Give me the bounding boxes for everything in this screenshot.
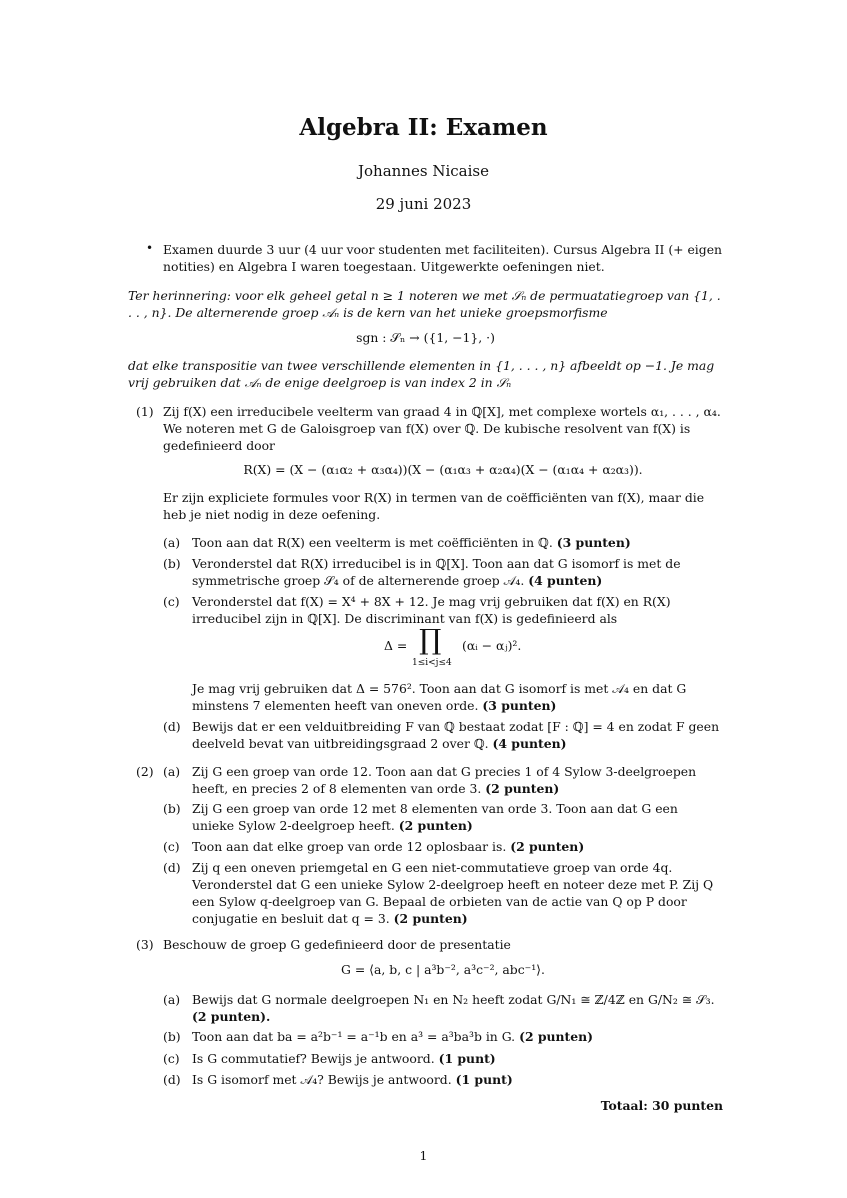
question-1-text-2: Er zijn expliciete formules voor R(X) in termen van de coëfficiënten van f(X), maar die heb je niet nodig in deze oefening.: [163, 490, 705, 522]
q1-part-a: Toon aan dat R(X) een veelterm is met coëfficiënten in ℚ. (3 punten): [192, 535, 631, 550]
q3-part-c: Is G commutatief? Bewijs je antwoord. (1 punt): [192, 1051, 496, 1066]
points: (2 punten): [510, 839, 585, 854]
presentation-formula: G = ⟨a, b, c | a³b⁻², a³c⁻², abc⁻¹⟩.: [341, 962, 545, 977]
author: Johannes Nicaise: [358, 162, 489, 180]
q1-part-d-label: (d): [163, 719, 181, 734]
q1-part-c-continued: Je mag vrij gebruiken dat Δ = 576². Toon aan dat G isomorf is met 𝒜₄ en dat G minstens 7 elementen heeft van oneven orde. (3 punten): [192, 681, 687, 713]
points: (2 punten): [398, 818, 473, 833]
exam-title: Algebra II: Examen: [299, 114, 548, 141]
q1-part-b: Veronderstel dat R(X) irreducibel is in ℚ[X]. Toon aan dat G isomorf is met de symmetrische groep 𝒮₄ of de alternerende groep 𝒜₄. (4 punten): [192, 556, 681, 588]
q2-part-c-label: (c): [163, 839, 180, 854]
q2-part-a-label: (a): [163, 764, 181, 779]
q1-part-b-label: (b): [163, 556, 181, 571]
points: (3 punten): [556, 535, 631, 550]
points: (4 punten): [492, 736, 567, 751]
points: (1 punt): [438, 1051, 496, 1066]
q3-part-a-label: (a): [163, 992, 181, 1007]
q1-part-c: Veronderstel dat f(X) = X⁴ + 8X + 12. Je mag vrij gebruiken dat f(X) en R(X) irreducibel zijn in ℚ[X]. De discriminant van f(X) is gedefinieerd als: [192, 594, 671, 626]
product-range: 1≤i<j≤4: [412, 658, 452, 668]
sgn-formula: sgn : 𝒮ₙ → ({1, −1}, ·): [356, 330, 495, 345]
points: (2 punten): [485, 781, 560, 796]
discriminant-lhs: Δ =: [384, 638, 408, 653]
points: (4 punten): [528, 573, 603, 588]
points: (2 punten).: [192, 1009, 271, 1024]
question-3-label: (3): [136, 937, 154, 952]
resolvent-formula: R(X) = (X − (α₁α₂ + α₃α₄))(X − (α₁α₃ + α₂α₄)(X − (α₁α₄ + α₂α₃)).: [243, 462, 643, 477]
q3-part-d-label: (d): [163, 1072, 181, 1087]
intro-bullet-text: Examen duurde 3 uur (4 uur voor studenten met faciliteiten). Cursus Algebra II (+ eigen notities) en Algebra I waren toegestaan. Uitgewerkte oefeningen niet.: [163, 242, 723, 274]
points: (3 punten): [482, 698, 557, 713]
q2-part-d: Zij q een oneven priemgetal en G een niet-commutatieve groep van orde 4q. Veronderstel dat G een unieke Sylow 2-deelgroep heeft en noteer deze met P. Zij Q een Sylow q-deelgroep van G. Bepaal de orbieten van de actie van Q op P door conjugatie en besluit dat q = 3. (2 punten): [192, 860, 714, 926]
q3-part-d: Is G isomorf met 𝒜₄? Bewijs je antwoord. (1 punt): [192, 1072, 513, 1087]
exam-date: 29 juni 2023: [375, 195, 472, 213]
question-1-label: (1): [136, 404, 154, 419]
question-3-text: Beschouw de groep G gedefinieerd door de presentatie: [163, 937, 511, 952]
product-symbol: ∏: [419, 623, 442, 656]
q3-part-c-label: (c): [163, 1051, 180, 1066]
points: (1 punt): [455, 1072, 513, 1087]
q2-part-b: Zij G een groep van orde 12 met 8 elementen van orde 3. Toon aan dat G een unieke Sylow 2-deelgroep heeft. (2 punten): [192, 801, 678, 833]
q2-part-b-label: (b): [163, 801, 181, 816]
q2-part-d-label: (d): [163, 860, 181, 875]
discriminant-rhs: (αᵢ − αⱼ)².: [462, 638, 522, 653]
q3-part-a: Bewijs dat G normale deelgroepen N₁ en N₂ heeft zodat G/N₁ ≅ ℤ/4ℤ en G/N₂ ≅ 𝒮₃. (2 punten).: [192, 992, 715, 1024]
q3-part-b-label: (b): [163, 1029, 181, 1044]
q3-part-b: Toon aan dat ba = a²b⁻¹ = a⁻¹b en a³ = a³ba³b in G. (2 punten): [192, 1029, 594, 1044]
bullet-icon: •: [146, 241, 154, 255]
q2-part-c: Toon aan dat elke groep van orde 12 oplosbaar is. (2 punten): [192, 839, 585, 854]
question-2-label: (2): [136, 764, 154, 779]
reminder-text-2: dat elke transpositie van twee verschillende elementen in {1, . . . , n} afbeeldt op −1. Je mag vrij gebruiken dat 𝒜ₙ de enige deelgroep is van index 2 in 𝒮ₙ: [128, 358, 715, 390]
total-points: Totaal: 30 punten: [600, 1098, 723, 1113]
page-number: 1: [419, 1148, 428, 1163]
points: (2 punten): [519, 1029, 594, 1044]
q1-part-d: Bewijs dat er een velduitbreiding F van ℚ bestaat zodat [F : ℚ] = 4 en zodat F geen deelveld bevat van uitbreidingsgraad 2 over ℚ. (4 punten): [192, 719, 720, 751]
q1-part-c-label: (c): [163, 594, 180, 609]
question-1-text: Zij f(X) een irreducibele veelterm van graad 4 in ℚ[X], met complexe wortels α₁, . . . , α₄. We noteren met G de Galoisgroep van f(X) over ℚ. De kubische resolvent van f(X) is gedefinieerd door: [163, 404, 721, 453]
q2-part-a: Zij G een groep van orde 12. Toon aan dat G precies 1 of 4 Sylow 3-deelgroepen heeft, en precies 2 of 8 elementen van orde 3. (2 punten): [192, 764, 697, 796]
q1-part-a-label: (a): [163, 535, 181, 550]
reminder-text: Ter herinnering: voor elk geheel getal n ≥ 1 noteren we met 𝒮ₙ de permuatatiegroep van {1, . . . , n}. De alternerende groep 𝒜ₙ is de kern van het unieke groepsmorfisme: [128, 288, 721, 320]
points: (2 punten): [393, 911, 468, 926]
